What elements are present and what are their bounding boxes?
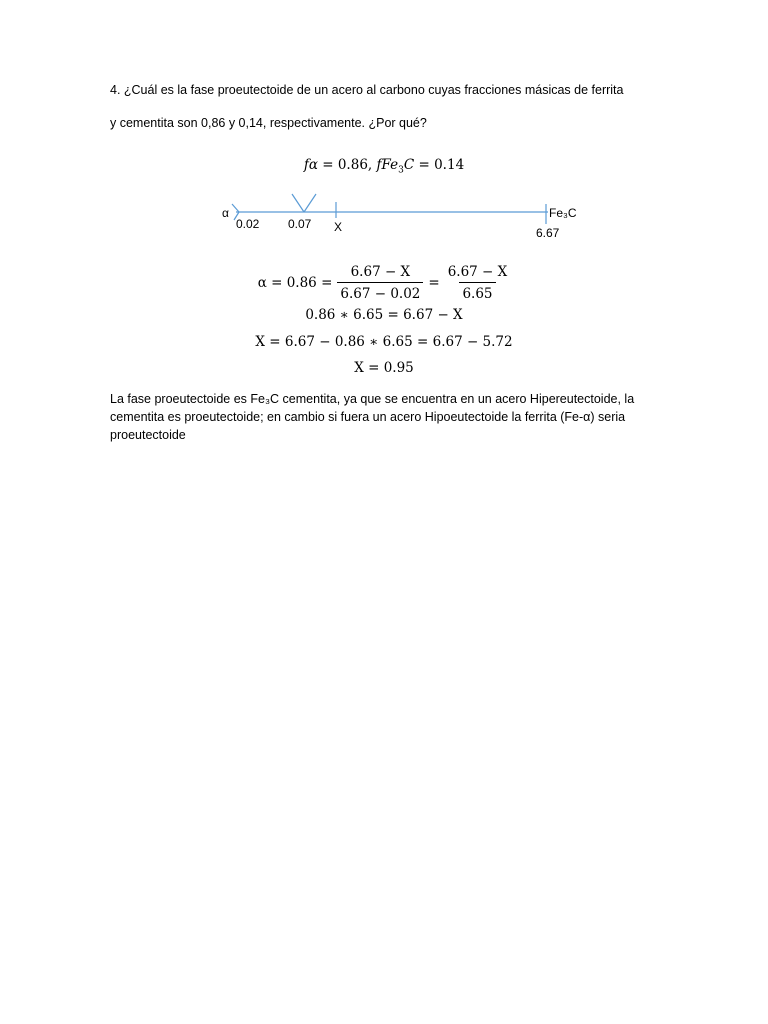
- conclusion-text: [110, 390, 655, 444]
- question-text: [110, 84, 670, 129]
- fe-symbol: Fe: [381, 157, 399, 173]
- fraction-2-denominator: 6.65: [459, 282, 495, 302]
- question-line-2: y cementita son 0,86 y 0,14, respectivamente. ¿Por qué?: [110, 115, 427, 130]
- fe3c-label: Fe₃C: [549, 206, 577, 220]
- equals-sign: =: [428, 275, 440, 291]
- question-line-1: 4. ¿Cuál es la fase proeutectoide de un acero al carbono cuyas fracciones másicas de ferrita: [110, 83, 624, 97]
- eutectoid-mark-right: [304, 194, 316, 212]
- alpha-value: = 0.86,: [317, 157, 373, 173]
- fraction-1-numerator: 6.67 − X: [350, 264, 411, 280]
- f-symbol: f: [303, 157, 309, 173]
- lever-rule-lines: [218, 190, 598, 250]
- alpha-tick-upper: [232, 204, 239, 212]
- eutectoid-mark-left: [292, 194, 304, 212]
- given-fractions-equation: [0, 157, 768, 176]
- alpha-fraction-equation: [0, 264, 768, 302]
- conclusion-paragraph: La fase proeutectoide es Fe₃C cementita, ya que se encuentra en un acero Hipereutectoide, la cementita es proeutectoide; en cambio si fuera un acero Hipoeutectoide la ferrita (Fe-α) seria proeutectoide: [110, 392, 635, 443]
- fraction-1-denominator: 6.67 − 0.02: [337, 282, 423, 302]
- x-label: X: [334, 220, 343, 234]
- alpha-symbol: α: [308, 157, 318, 173]
- value-0-02: 0.02: [236, 217, 260, 231]
- alpha-lhs: α = 0.86 =: [257, 275, 333, 291]
- equation-4: X = 0.95: [354, 360, 414, 376]
- lever-rule-diagram: [218, 190, 598, 250]
- c-symbol: C: [403, 157, 415, 173]
- alpha-label: α: [222, 206, 229, 220]
- subscript-3: 3: [398, 165, 404, 176]
- fraction-1: [337, 264, 423, 302]
- equation-3: X = 6.67 − 0.86 ∗ 6.65 = 6.67 − 5.72: [255, 334, 513, 350]
- fraction-2-numerator: 6.67 − X: [447, 264, 508, 280]
- fraction-2: [445, 264, 511, 302]
- value-0-07: 0.07: [288, 217, 312, 231]
- equation-2: 0.86 ∗ 6.65 = 6.67 − X: [305, 307, 463, 323]
- fe3c-value: = 0.14: [414, 157, 465, 173]
- value-6-67: 6.67: [536, 226, 560, 240]
- f-symbol-2: f: [376, 157, 382, 173]
